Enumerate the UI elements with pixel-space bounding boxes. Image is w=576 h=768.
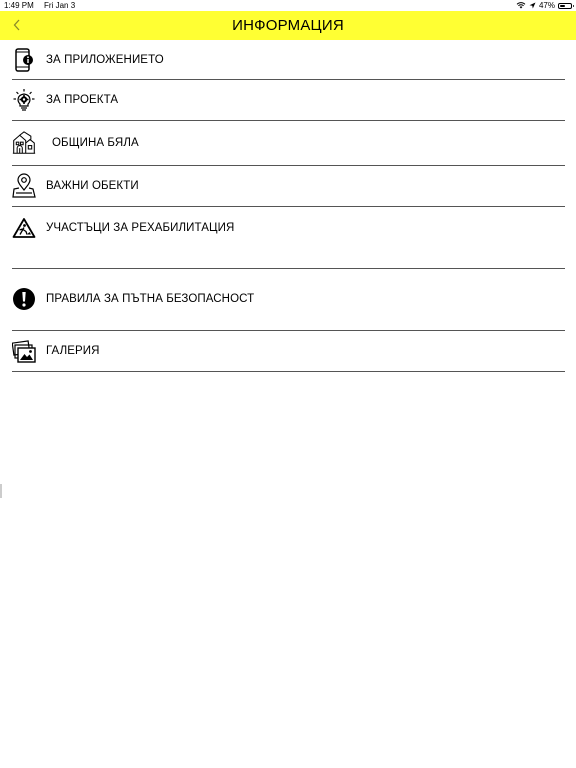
- phone-info-icon: [12, 47, 36, 73]
- menu-item-label: ВАЖНИ ОБЕКТИ: [46, 180, 139, 192]
- menu-item-label: ЗА ПРОЕКТА: [46, 94, 119, 106]
- menu-item-municipality[interactable]: [12, 121, 565, 166]
- menu-item-label: УЧАСТЪЦИ ЗА РЕХАБИЛИТАЦИЯ: [46, 221, 235, 234]
- status-left: [4, 0, 75, 11]
- idea-gear-icon: [12, 87, 36, 113]
- menu-item-label: ОБЩИНА БЯЛА: [52, 137, 139, 149]
- menu-item-gallery[interactable]: [12, 331, 565, 372]
- map-pin-icon: [12, 173, 36, 199]
- menu-item-label: ГАЛЕРИЯ: [46, 345, 100, 357]
- menu-item-rehabilitation-sections[interactable]: [12, 207, 565, 269]
- chevron-left-icon: [13, 19, 21, 31]
- battery-percent: 47%: [538, 1, 555, 10]
- menu-item-about-project[interactable]: [12, 80, 565, 121]
- location-arrow-icon: [529, 2, 536, 9]
- menu-item-label: ЗА ПРИЛОЖЕНИЕТО: [46, 53, 164, 66]
- menu-item-label: ПРАВИЛА ЗА ПЪТНА БЕЗОПАСНОСТ: [46, 292, 255, 305]
- battery-icon: [558, 3, 572, 9]
- status-time: 1:49 PM: [4, 1, 34, 10]
- wifi-icon: [516, 2, 526, 9]
- gallery-icon: [12, 338, 36, 364]
- battery-fill: [560, 5, 565, 7]
- buildings-icon: [12, 130, 36, 156]
- status-bar: [0, 0, 576, 11]
- menu-list: [0, 40, 576, 372]
- edge-handle: [0, 484, 2, 498]
- menu-item-road-safety-rules[interactable]: [12, 269, 565, 331]
- status-date: Fri Jan 3: [44, 1, 76, 10]
- navigation-bar: [0, 11, 576, 40]
- back-button[interactable]: [8, 16, 26, 34]
- road-work-icon: [12, 215, 36, 241]
- exclamation-icon: [12, 286, 36, 312]
- menu-item-important-sites[interactable]: [12, 166, 565, 207]
- status-right: [516, 0, 572, 11]
- page-title: ИНФОРМАЦИЯ: [232, 17, 344, 34]
- menu-item-about-app[interactable]: [12, 40, 565, 80]
